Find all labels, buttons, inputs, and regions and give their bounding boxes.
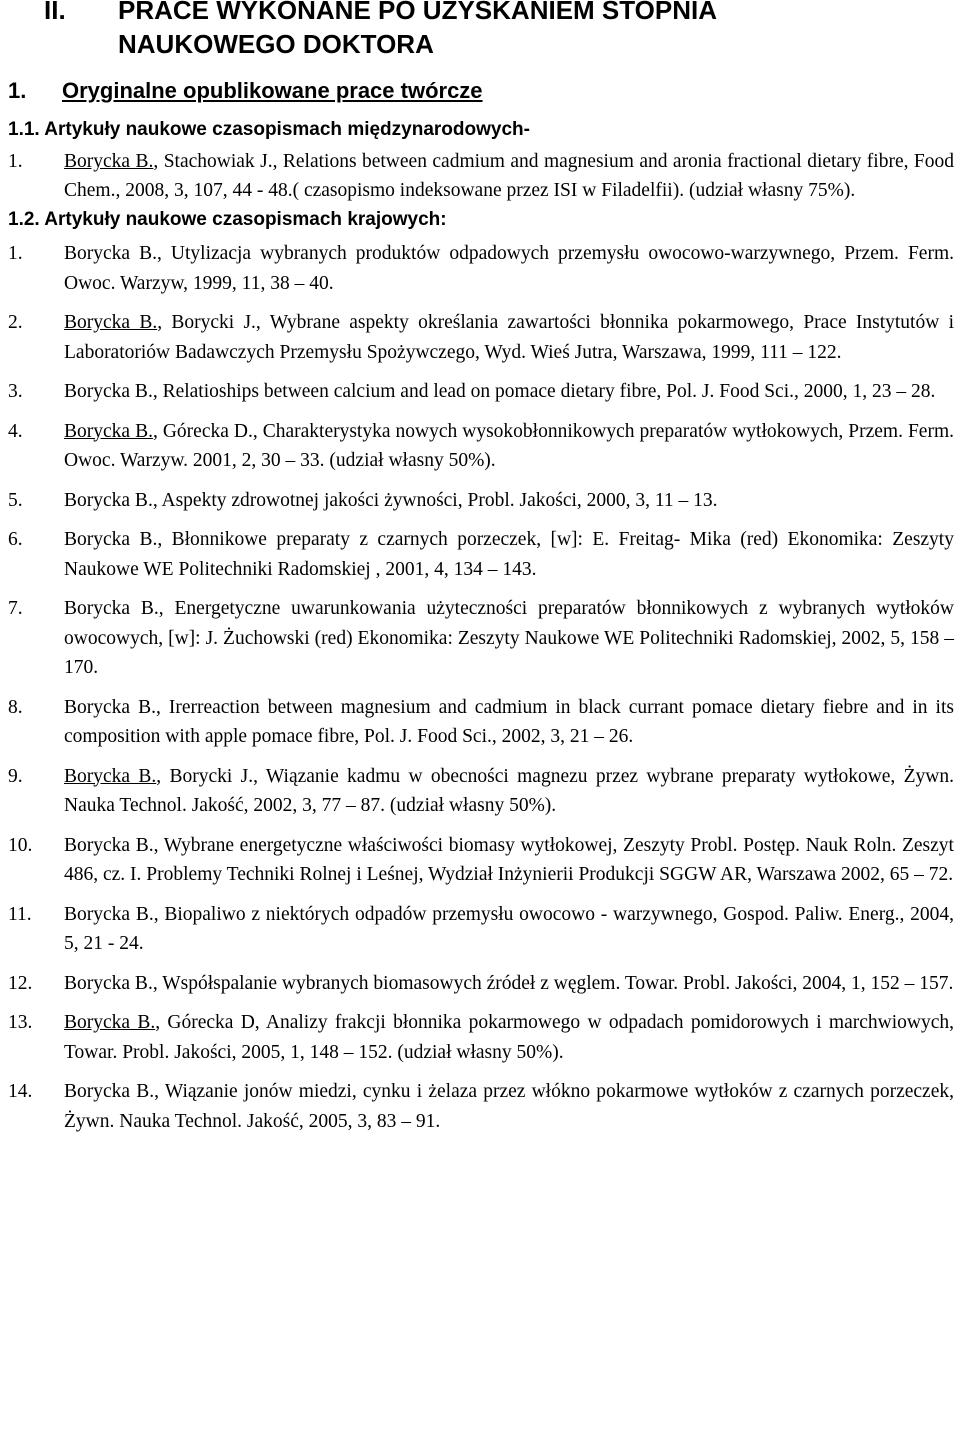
reference-author: Borycka B. [64, 834, 154, 856]
reference-author: Borycka B. [64, 420, 153, 442]
reference-author: Borycka B. [64, 529, 158, 550]
reference-text: , Utylizacja wybranych produktów odpadowych przemysłu owocowo-warzywnego, Przem. Ferm. Owoc. Warzyw, 1999, 11, 38 – 40. [64, 243, 954, 294]
reference-number: 9. [8, 765, 23, 787]
reference-number: 7. [8, 598, 23, 619]
reference-author: Borycka B. [64, 598, 159, 619]
reference-text: , Borycki J., Wybrane aspekty określania zawartości błonnika pokarmowego, Prace Instytutów i Laboratoriów Badawczych Przemysłu Spożywczego, Wyd. Wieś Jutra, Warszawa, 1999, 111 – 122. [64, 312, 954, 363]
section-title-international: 1.1. Artykuły naukowe czasopismach międzynarodowych- [8, 119, 530, 140]
reference-text: , Aspekty zdrowotnej jakości żywności, Probl. Jakości, 2000, 3, 11 – 13. [152, 489, 718, 511]
reference-number: 5. [8, 489, 23, 511]
reference-item [8, 594, 960, 683]
reference-number: 6. [8, 529, 23, 550]
reference-text: , Współspalanie wybranych biomasowych źródeł z węglem. Towar. Probl. Jakości, 2004, 1, 152 – 157. [152, 972, 954, 994]
reference-author: Borycka B. [64, 903, 154, 925]
subsection-number: 1. [8, 78, 27, 103]
reference-number: 12. [8, 972, 33, 994]
reference-number: 1. [8, 151, 23, 172]
reference-number: 4. [8, 420, 23, 442]
reference-number: 2. [8, 312, 23, 333]
subsection-title: Oryginalne opublikowane prace twórcze [62, 78, 483, 103]
reference-author: Borycka B. [64, 151, 154, 172]
reference-item [8, 308, 960, 367]
reference-number: 14. [8, 1081, 33, 1102]
reference-item [8, 762, 960, 821]
chapter-title-line-2: NAUKOWEGO DOKTORA [118, 29, 434, 59]
reference-text: , Relatioships between calcium and lead on pomace dietary fibre, Pol. J. Food Sci., 2000, 1, 23 – 28. [152, 381, 936, 402]
reference-author: Borycka B. [64, 1012, 156, 1033]
reference-text: , Energetyczne uwarunkowania użyteczności preparatów błonnikowych z wybranych wytłoków owocowych, [w]: J. Żuchowski (red) Ekonomika: Zeszyty Naukowe WE Politechniki Radomskiej, 2002, 5, 158 – 170. [64, 598, 954, 678]
reference-number: 13. [8, 1012, 33, 1033]
reference-number: 8. [8, 696, 23, 718]
reference-item [8, 831, 960, 890]
reference-item [8, 525, 960, 584]
reference-text: , Wybrane energetyczne właściwości biomasy wytłokowej, Zeszyty Probl. Postęp. Nauk Roln. Zeszyt 486, cz. I. Problemy Techniki Rolnej i Leśnej, Wydział Inżynierii Produkcji SGGW AR, Warszawa 2002, 65 – 72. [64, 834, 954, 885]
chapter-title-line-1: PRACE WYKONANE PO UZYSKANIEM STOPNIA [118, 0, 718, 25]
reference-item [8, 417, 960, 476]
reference-text: , Borycki J., Wiązanie kadmu w obecności magnezu przez wybrane preparaty wytłokowe, Żywn. Nauka Technol. Jakość, 2002, 3, 77 – 87. (udział własny 50%). [64, 765, 954, 816]
subsection-heading [8, 77, 960, 105]
reference-item [8, 1008, 960, 1067]
reference-item [8, 969, 960, 999]
section-title-domestic: 1.2. Artykuły naukowe czasopismach krajowych: [8, 209, 447, 230]
reference-text: , Biopaliwo z niektórych odpadów przemysłu owocowo - warzywnego, Gospod. Paliw. Energ., 2004, 5, 21 - 24. [64, 903, 954, 954]
reference-author: Borycka B. [64, 696, 156, 718]
reference-number: 10. [8, 834, 33, 856]
reference-author: Borycka B. [64, 972, 153, 994]
chapter-number: II. [44, 0, 66, 25]
reference-text: , Górecka D, Analizy frakcji błonnika pokarmowego w odpadach pomidorowych i marchwiowych, Towar. Probl. Jakości, 2005, 1, 148 – 152. (udział własny 50%). [64, 1012, 954, 1063]
reference-text: , Stachowiak J., Relations between cadmium and magnesium and aronia fractional dietary fibre, Food Chem., 2008, 3, 107, 44 - 48.( czasopismo indeksowane przez ISI w Filadelfii). (udział własny 75%). [64, 151, 954, 201]
reference-item [8, 486, 960, 516]
reference-author: Borycka B. [64, 1081, 155, 1102]
chapter-heading [8, 0, 960, 61]
reference-number: 11. [8, 903, 32, 925]
reference-list-international [8, 147, 960, 205]
reference-author: Borycka B. [64, 243, 157, 264]
reference-item [8, 1077, 960, 1136]
reference-item [8, 147, 960, 205]
reference-author: Borycka B. [64, 765, 157, 787]
reference-author: Borycka B. [64, 489, 153, 511]
reference-text: , Błonnikowe preparaty z czarnych porzeczek, [w]: E. Freitag- Mika (red) Ekonomika: Zeszyty Naukowe WE Politechniki Radomskiej , 2001, 4, 134 – 143. [64, 529, 954, 580]
reference-item [8, 900, 960, 959]
reference-text: , Wiązanie jonów miedzi, cynku i żelaza przez włókno pokarmowe wytłoków z czarnych porzeczek, Żywn. Nauka Technol. Jakość, 2005, 3, 83 – 91. [64, 1081, 954, 1132]
reference-author: Borycka B. [64, 312, 158, 333]
reference-number: 3. [8, 381, 23, 402]
reference-item [8, 693, 960, 752]
reference-text: , Irerreaction between magnesium and cadmium in black currant pomace dietary fiebre and in its composition with apple pomace fibre, Pol. J. Food Sci., 2002, 3, 21 – 26. [64, 696, 954, 747]
reference-author: Borycka B. [64, 381, 153, 402]
reference-text: , Górecka D., Charakterystyka nowych wysokobłonnikowych preparatów wytłokowych, Przem. Ferm. Owoc. Warzyw. 2001, 2, 30 – 33. (udział własny 50%). [64, 420, 954, 471]
reference-item [8, 377, 960, 407]
reference-list-domestic [8, 239, 960, 1136]
reference-number: 1. [8, 243, 23, 264]
reference-item [8, 239, 960, 298]
